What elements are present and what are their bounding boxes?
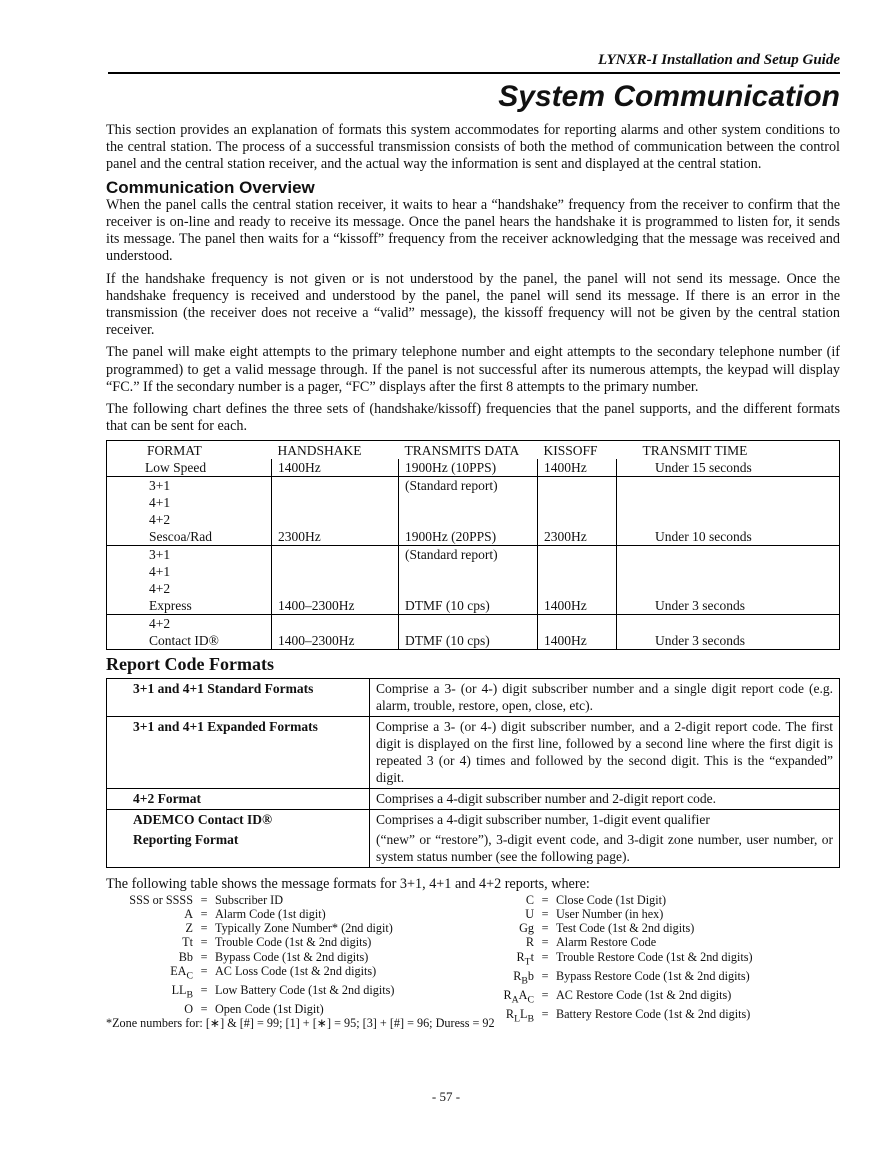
legend-code (466, 907, 534, 921)
handshake-cell: 1400–2300Hz (278, 598, 355, 614)
data-cell: 1900Hz (10PPS) (399, 459, 538, 477)
kissoff-cell: 1400Hz (544, 598, 587, 614)
legend-code-sub: B (521, 975, 528, 987)
format-name: 3+1 and 4+1 Standard Formats (107, 678, 370, 716)
legend-row (466, 935, 786, 949)
legend-equals: = (200, 907, 208, 922)
time-cell: Under 3 seconds (655, 633, 745, 649)
sub-format: 3+1 (149, 478, 171, 494)
legend-equals: = (541, 892, 549, 907)
page-number: - 57 - (431, 1089, 461, 1104)
col-header: FORMAT (147, 443, 202, 459)
format-name: ADEMCO Contact ID® (107, 809, 370, 830)
legend-left-column (98, 893, 455, 1016)
legend-code-part: EA (170, 963, 187, 978)
legend-code-part: R (505, 1006, 515, 1021)
kissoff-cell: 1400Hz (544, 633, 587, 649)
col-header: HANDSHAKE (277, 443, 362, 459)
legend-code-sub: L (514, 1013, 521, 1025)
legend-row (466, 921, 786, 935)
legend-equals: = (200, 921, 208, 936)
legend-code (466, 988, 534, 1007)
report-note: (Standard report) (405, 478, 498, 494)
table-row (107, 477, 840, 546)
kissoff-cell: 2300Hz (544, 529, 587, 545)
legend-row (98, 1002, 455, 1016)
legend-equals: = (541, 921, 549, 936)
legend-code-part: R (513, 968, 522, 983)
legend-code (466, 893, 534, 907)
legend-equals: = (200, 1001, 208, 1016)
legend-equals: = (541, 935, 549, 950)
legend-row (98, 964, 455, 983)
format-desc: (“new” or “restore”), 3-digit event code, and 3-digit zone number, user number, or system status number (see the following page). (370, 830, 840, 868)
report-code-table (106, 678, 840, 868)
overview-paragraph: When the panel calls the central station receiver, it waits to hear a “handshake” frequency from the receiver to confirm that the receiver is on-line and ready to receive its message. Once the panel hears the handshake it is programmed to listen for, it sends its message. The panel then waits for a “kissoff” frequency from the receiver acknowledging that the message was received and understood. (106, 196, 840, 265)
legend-code-part: L (520, 1006, 528, 1021)
frequency-table (106, 440, 840, 650)
legend-description: Low Battery Code (1st & 2nd digits) (215, 982, 395, 997)
legend-row (98, 950, 455, 964)
sub-format: 4+2 (149, 616, 171, 632)
overview-paragraph: The following chart defines the three sets of (handshake/kissoff) frequencies that the panel supports, and the different formats that can be sent for each. (106, 401, 840, 435)
legend-code-part: Tt (182, 935, 193, 950)
legend-code-part: A (184, 907, 193, 922)
format-cell: Low Speed (107, 459, 272, 477)
format-desc: Comprises a 4-digit subscriber number, 1-digit event qualifier (370, 809, 840, 830)
handshake-cell: 1400Hz (272, 459, 399, 477)
legend-description: Open Code (1st Digit) (215, 1001, 324, 1016)
format-desc: Comprise a 3- (or 4-) digit subscriber number, and a 2-digit report code. The first digit is displayed on the first line, followed by a second line where the first digit is repeated 3 (or 4) times and followed by the second digit. This is the “expanded” digit. (370, 716, 840, 788)
legend-code (98, 921, 193, 935)
legend-code (98, 950, 193, 964)
legend-code-sub: C (527, 994, 534, 1006)
legend-description: Bypass Restore Code (1st & 2nd digits) (556, 968, 750, 983)
legend-equals: = (200, 892, 208, 907)
legend-row (98, 921, 455, 935)
legend-code-sub: C (186, 970, 193, 982)
data-cell: DTMF (10 cps) (405, 633, 490, 649)
legend-code-part: b (527, 968, 534, 983)
legend-description: Subscriber ID (215, 892, 284, 907)
overview-paragraph: The panel will make eight attempts to the primary telephone number and eight attempts to the secondary telephone number (if programmed) to get a valid message through. If the panel is not successful after its numerous attempts, the keypad will display “FC.” If the secondary number is a pager, “FC” displays after the first 8 attempts to the primary number. (106, 344, 840, 395)
col-header: KISSOFF (543, 443, 598, 459)
legend-code-part: R (516, 949, 525, 964)
legend-row (466, 950, 786, 969)
legend-row (466, 988, 786, 1007)
format-cell: Sescoa/Rad (149, 529, 212, 545)
legend-description: AC Loss Code (1st & 2nd digits) (215, 963, 377, 978)
legend-code (98, 893, 193, 907)
format-desc: Comprise a 3- (or 4-) digit subscriber number and a single digit report code (e.g. alarm, trouble, restore, open, close, etc). (370, 678, 840, 716)
format-name: Reporting Format (107, 830, 370, 868)
legend-code-part: O (184, 1001, 193, 1016)
legend-row (98, 983, 455, 1002)
data-cell: DTMF (10 cps) (405, 598, 490, 614)
legend-equals: = (541, 968, 549, 983)
report-code-heading: Report Code Formats (106, 654, 274, 675)
legend-code-sub: T (524, 956, 531, 968)
handshake-cell: 2300Hz (278, 529, 321, 545)
table-row (107, 809, 840, 830)
legend-code (98, 1002, 193, 1016)
legend-code-part: Gg (519, 921, 534, 936)
legend-code (466, 1007, 534, 1026)
page-content (106, 122, 840, 1032)
legend-code-sub: A (511, 994, 519, 1006)
report-note: (Standard report) (405, 547, 498, 563)
zone-footnote: *Zone numbers for: [∗] & [#] = 99; [1] + [∗] = 95; [3] + [#] = 96; Duress = 92 (106, 1015, 495, 1030)
legend-code-part: t (530, 949, 534, 964)
legend-code-part: Bb (178, 949, 193, 964)
legend-description: Trouble Code (1st & 2nd digits) (215, 935, 372, 950)
legend-code-sub: B (186, 989, 193, 1001)
table-row (107, 830, 840, 868)
legend-equals: = (200, 963, 208, 978)
kissoff-cell: 1400Hz (538, 459, 617, 477)
legend-equals: = (541, 907, 549, 922)
time-cell: Under 10 seconds (655, 529, 752, 545)
legend-description: Typically Zone Number* (2nd digit) (215, 921, 393, 936)
legend-code-sub: B (527, 1013, 534, 1025)
table-row (107, 546, 840, 615)
legend-code (98, 935, 193, 949)
table-row (107, 615, 840, 650)
handshake-cell: 1400–2300Hz (278, 633, 355, 649)
legend-intro: The following table shows the message formats for 3+1, 4+1 and 4+2 reports, where: (106, 875, 590, 892)
time-cell: Under 15 seconds (655, 460, 752, 476)
sub-format: 4+1 (149, 495, 171, 511)
legend-description: User Number (in hex) (556, 907, 664, 922)
sub-format: 4+1 (149, 564, 171, 580)
legend-equals: = (200, 935, 208, 950)
legend-description: Alarm Code (1st digit) (215, 907, 326, 922)
intro-paragraph: This section provides an explanation of formats this system accommodates for reporting alarms and other system conditions to the central station. The process of a successful transmission consists of both the method of communication between the control panel and the central station receiver, and the actual way the information is sent and displayed at the central station. (106, 122, 840, 173)
legend-code (98, 907, 193, 921)
table-row (107, 788, 840, 809)
sub-format: 4+2 (149, 512, 171, 528)
legend-description: Battery Restore Code (1st & 2nd digits) (556, 1006, 751, 1021)
legend-equals: = (200, 982, 208, 997)
legend-code-part: Z (185, 921, 193, 936)
legend-code-part: C (525, 892, 534, 907)
table-row (107, 459, 840, 477)
legend-code (466, 921, 534, 935)
legend-code-part: SSS or SSSS (129, 892, 193, 907)
overview-paragraph: If the handshake frequency is not given or is not understood by the panel, the panel will not send its message. Once the handshake frequency is received and understood by the panel, the panel will send its message. If there is an error in the transmission (the receiver does not receive a “valid” message), the kissoff frequency will not be given by the central station receiver. (106, 270, 840, 339)
legend-right-column (466, 893, 786, 1026)
legend-row (466, 893, 786, 907)
format-cell: Express (149, 598, 192, 614)
col-header: TRANSMITS DATA (404, 443, 520, 459)
legend-row (98, 935, 455, 949)
legend-description: Close Code (1st Digit) (556, 892, 667, 907)
sub-format: 4+2 (149, 581, 171, 597)
page-title: System Communication (498, 80, 840, 113)
legend-code-part: U (525, 907, 534, 922)
legend-code (98, 983, 193, 1002)
legend-code (466, 935, 534, 949)
legend-code (466, 950, 534, 969)
legend-equals: = (541, 1006, 549, 1021)
table-row (107, 716, 840, 788)
legend-row (466, 969, 786, 988)
table-row (107, 678, 840, 716)
legend-code-part: A (518, 987, 528, 1002)
format-name: 4+2 Format (107, 788, 370, 809)
header-rule (108, 72, 840, 74)
legend-row (98, 893, 455, 907)
overview-heading: Communication Overview (106, 177, 315, 197)
legend-code-part: R (525, 935, 534, 950)
data-cell: 1900Hz (20PPS) (405, 529, 497, 545)
format-cell: Contact ID® (149, 633, 219, 649)
guide-title: LYNXR-I Installation and Setup Guide (598, 52, 840, 68)
legend-description: Bypass Code (1st & 2nd digits) (215, 949, 369, 964)
legend-row (98, 907, 455, 921)
legend-equals: = (541, 987, 549, 1002)
legend-description: AC Restore Code (1st & 2nd digits) (556, 987, 732, 1002)
sub-format: 3+1 (149, 547, 171, 563)
legend-equals: = (200, 949, 208, 964)
legend-equals: = (541, 949, 549, 964)
legend-code-part: LL (171, 982, 187, 997)
legend-row (466, 907, 786, 921)
legend-row (466, 1007, 786, 1026)
format-desc: Comprises a 4-digit subscriber number and 2-digit report code. (370, 788, 840, 809)
legend-description: Test Code (1st & 2nd digits) (556, 921, 695, 936)
legend-code (98, 964, 193, 983)
col-header: TRANSMIT TIME (642, 443, 748, 459)
legend-code (466, 969, 534, 988)
legend-description: Trouble Restore Code (1st & 2nd digits) (556, 949, 753, 964)
frequency-table-header (107, 441, 840, 460)
legend-description: Alarm Restore Code (556, 935, 657, 950)
format-name: 3+1 and 4+1 Expanded Formats (107, 716, 370, 788)
legend-code-part: R (503, 987, 512, 1002)
time-cell: Under 3 seconds (655, 598, 745, 614)
